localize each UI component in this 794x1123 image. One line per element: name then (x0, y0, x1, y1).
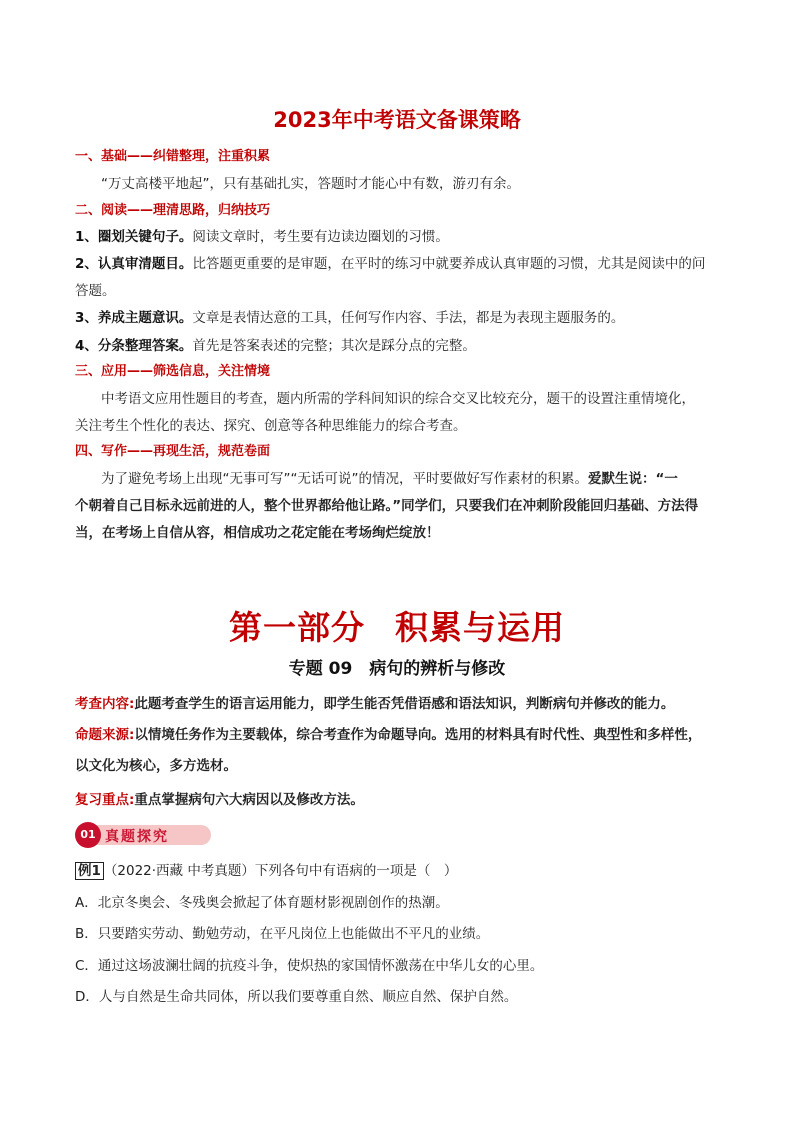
reading-item-4-lead: 4、分条整理答案。 (75, 338, 193, 354)
writing-paragraph-line-3: 当，在考场上自信从容，相信成功之花定能在考场绚烂绽放！ (75, 525, 440, 541)
writing-line-1-bold: 爱默生说：“一 (587, 471, 678, 487)
badge-number: 01 (75, 822, 101, 848)
exam-content (75, 692, 674, 712)
writing-paragraph-line-1 (101, 467, 678, 487)
reading-item-2-cont: 答题。 (75, 283, 116, 299)
section-badge (75, 822, 211, 848)
reading-item-2-text: 比答题更重要的是审题，在平时的练习中就要养成认真审题的习惯，尤其是阅读中的问 (192, 256, 706, 272)
reading-item-1-text: 阅读文章时，考生要有边读边圈划的习惯。 (192, 229, 449, 245)
reading-item-3-lead: 3、养成主题意识。 (75, 310, 193, 326)
reading-item-1 (75, 225, 449, 245)
application-paragraph-line-2: 关注考生个性化的表达、探究、创意等各种思维能力的综合考查。 (75, 418, 467, 434)
question-source-text-line-2: 以文化为核心，多方选材。 (75, 758, 237, 774)
reading-item-2 (75, 252, 705, 272)
writing-line-1-plain: 为了避免考场上出现“无事可写”“无话可说”的情况，平时要做好写作素材的积累。 (101, 471, 588, 487)
option-d: D．人与自然是生命共同体，所以我们要尊重自然、顺应自然、保护自然。 (75, 989, 518, 1005)
application-paragraph-line-1: 中考语文应用性题目的考查，题内所需的学科间知识的综合交叉比较充分，题干的设置注重情境化， (101, 391, 695, 407)
reading-item-2-lead: 2、认真审清题目。 (75, 256, 193, 272)
writing-paragraph-line-2: 个朝着自己目标永远前进的人，整个世界都给他让路。”同学们，只要我们在冲刺阶段能回归基础、方法得 (75, 498, 699, 514)
example-question: 下列各句中有语病的一项是（ ） (254, 863, 458, 879)
question-source (75, 723, 701, 743)
badge-label: 真题探究 (105, 829, 169, 845)
exam-content-text: 此题考查学生的语言运用能力，即学生能否凭借语感和语法知识，判断病句并修改的能力。 (134, 696, 675, 712)
doc-title: 2023年中考语文备课策略 (273, 108, 521, 132)
reading-item-3-text: 文章是表情达意的工具，任何写作内容、手法，都是为表现主题服务的。 (192, 310, 625, 326)
question-source-text-line-1: 以情境任务作为主要载体，综合考查作为命题导向。选用的材料具有时代性、典型性和多样性， (134, 727, 702, 743)
reading-item-3 (75, 306, 624, 326)
part-title-name: 积累与运用 (395, 608, 565, 647)
example-tag: 例1 (75, 862, 104, 880)
section-heading-reading: 二、阅读——理清思路，归纳技巧 (75, 203, 271, 218)
topic-title: 专题 09 病句的辨析与修改 (288, 659, 506, 679)
section-heading-writing: 四、写作——再现生活，规范卷面 (75, 444, 271, 459)
option-b: B．只要踏实劳动、勤勉劳动，在平凡岗位上也能做出不平凡的业绩。 (75, 926, 490, 942)
reading-item-1-lead: 1、圈划关键句子。 (75, 229, 193, 245)
review-focus-label: 复习重点: (75, 792, 135, 808)
section-heading-application: 三、应用——筛选信息，关注情境 (75, 364, 271, 379)
reading-item-4-text: 首先是答案表述的完整；其次是踩分点的完整。 (192, 338, 476, 354)
example-source: （2022·西藏 中考真题） (103, 863, 255, 879)
exam-content-label: 考查内容: (75, 696, 135, 712)
review-focus-text: 重点掌握病句六大病因以及修改方法。 (134, 792, 364, 808)
option-c: C．通过这场波澜壮阔的抗疫斗争，使炽热的家国情怀激荡在中华儿女的心里。 (75, 958, 544, 974)
section-heading-basics: 一、基础——纠错整理，注重积累 (75, 149, 271, 164)
reading-item-4 (75, 334, 476, 354)
example-header (75, 859, 457, 879)
part-title-number: 第一部分 (229, 608, 365, 647)
question-source-label: 命题来源: (75, 727, 135, 743)
option-a: A．北京冬奥会、冬残奥会掀起了体育题材影视剧创作的热潮。 (75, 895, 449, 911)
review-focus (75, 788, 364, 808)
basics-paragraph: “万丈高楼平地起”，只有基础扎实，答题时才能心中有数，游刃有余。 (101, 176, 520, 192)
part-title (0, 602, 794, 649)
